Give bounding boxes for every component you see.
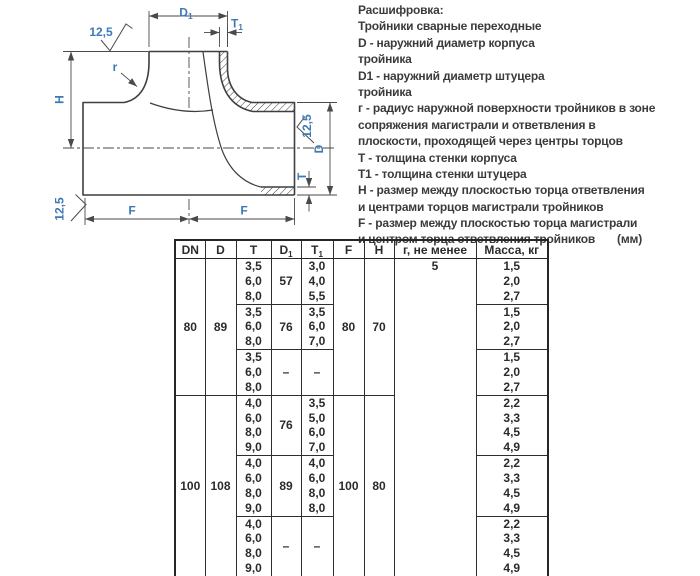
legend-line: тройника [358, 52, 412, 67]
cell-dn: 100 [175, 395, 205, 576]
dim-label-d: D [312, 144, 326, 154]
cell-f: 100 [333, 395, 364, 576]
cell-d1: 89 [271, 456, 301, 516]
cell-t: 4,0 6,0 8,0 9,0 [236, 395, 271, 455]
roughness-value-top: 12,5 [89, 25, 113, 39]
roughness-value-bottom: 12,5 [52, 197, 67, 221]
col-header-r-min: г, не менее [394, 240, 476, 259]
cell-d1: – [271, 350, 301, 396]
col-header-f: F [333, 240, 364, 259]
legend-line: сопряжения магистрали и ответвления в [358, 117, 596, 132]
legend-line: плоскости, проходящей через центры торцов [358, 134, 623, 149]
col-header-d: D [205, 240, 236, 259]
legend-title: Расшифровка: [358, 3, 444, 17]
cell-mass: 1,5 2,0 2,7 [476, 304, 548, 350]
cell-t: 3,5 6,0 8,0 [236, 259, 271, 305]
cell-mass: 1,5 2,0 2,7 [476, 350, 548, 396]
col-header-mass: Масса, кг [476, 240, 548, 259]
cell-d1: 76 [271, 304, 301, 350]
table-header-row [175, 240, 548, 259]
cell-d1: – [271, 516, 301, 576]
legend-line: F - размер между плоскостью торца магистрали [358, 216, 638, 231]
legend-line: Т - толщина стенки корпуса [358, 150, 517, 165]
cell-mass: 2,2 3,3 4,5 4,9 [476, 456, 548, 516]
cell-mass: 1,5 2,0 2,7 [476, 259, 548, 305]
legend-line: г - радиус наружной поверхности тройников в зоне [358, 101, 656, 116]
unit-note: (мм) [617, 232, 642, 247]
legend-line: тройника [358, 84, 412, 99]
cell-d: 108 [205, 395, 236, 576]
cell-d1: 76 [271, 395, 301, 455]
dim-label-t: T [295, 172, 309, 181]
col-header-t1: $T_1$ [301, 240, 333, 259]
cell-t: 3,5 6,0 8,0 [236, 350, 271, 396]
cell-t: 4,0 6,0 8,0 9,0 [236, 456, 271, 516]
cell-h: 80 [364, 395, 394, 576]
legend-line: Н - размер между плоскостью торца ответвления [358, 183, 645, 198]
cell-mass: 2,2 3,3 4,5 4,9 [476, 516, 548, 576]
cell-f: 80 [333, 259, 364, 396]
roughness-value-right: 12,5 [300, 114, 314, 138]
tee-drawing [0, 0, 352, 235]
dim-label-f-right: F [240, 203, 248, 218]
cell-d1: 57 [271, 259, 301, 305]
centerlines [63, 37, 334, 224]
section-hatching [220, 52, 295, 196]
legend-line: D - наружний диаметр корпуса [358, 35, 535, 50]
cell-t1: 3,5 6,0 7,0 [301, 304, 333, 350]
table-row [175, 259, 548, 305]
table-row [175, 395, 548, 455]
col-header-h: H [364, 240, 394, 259]
cell-dn: 80 [175, 259, 205, 396]
dim-label-d1: $D_1$ [179, 5, 193, 21]
legend-line: Тройники сварные переходные [358, 19, 542, 34]
col-header-d1: $D_1$ [271, 240, 301, 259]
col-header-dn: DN [175, 240, 205, 259]
cell-t1: – [301, 350, 333, 396]
legend-line: Т1 - толщина стенки штуцера [358, 166, 527, 181]
dim-label-h: H [52, 95, 67, 104]
cell-t: 3,5 6,0 8,0 [236, 304, 271, 350]
cell-h: 70 [364, 259, 394, 396]
legend-line: D1 - наружний диаметр штуцера [358, 68, 545, 83]
cell-t1: – [301, 516, 333, 576]
dimensions-table [174, 239, 549, 576]
cell-t1: 3,5 5,0 6,0 7,0 [301, 395, 333, 455]
cell-d: 89 [205, 259, 236, 396]
legend-line: и центром торца ответвления тройников (мм) [358, 232, 642, 247]
col-header-t: T [236, 240, 271, 259]
legend-block [358, 2, 698, 248]
cell-r-min: 5 [394, 259, 476, 576]
cell-t1: 4,0 6,0 8,0 8,0 [301, 456, 333, 516]
cell-t1: 3,0 4,0 5,5 [301, 259, 333, 305]
radius-label: r [112, 60, 118, 74]
dim-label-f-left: F [128, 203, 136, 218]
cell-t: 4,0 6,0 8,0 9,0 [236, 516, 271, 576]
dim-label-t1: $T_1$ [230, 16, 244, 32]
cell-mass: 2,2 3,3 4,5 4,9 [476, 395, 548, 455]
legend-line: и центрами торцов магистрали тройников [358, 199, 604, 214]
